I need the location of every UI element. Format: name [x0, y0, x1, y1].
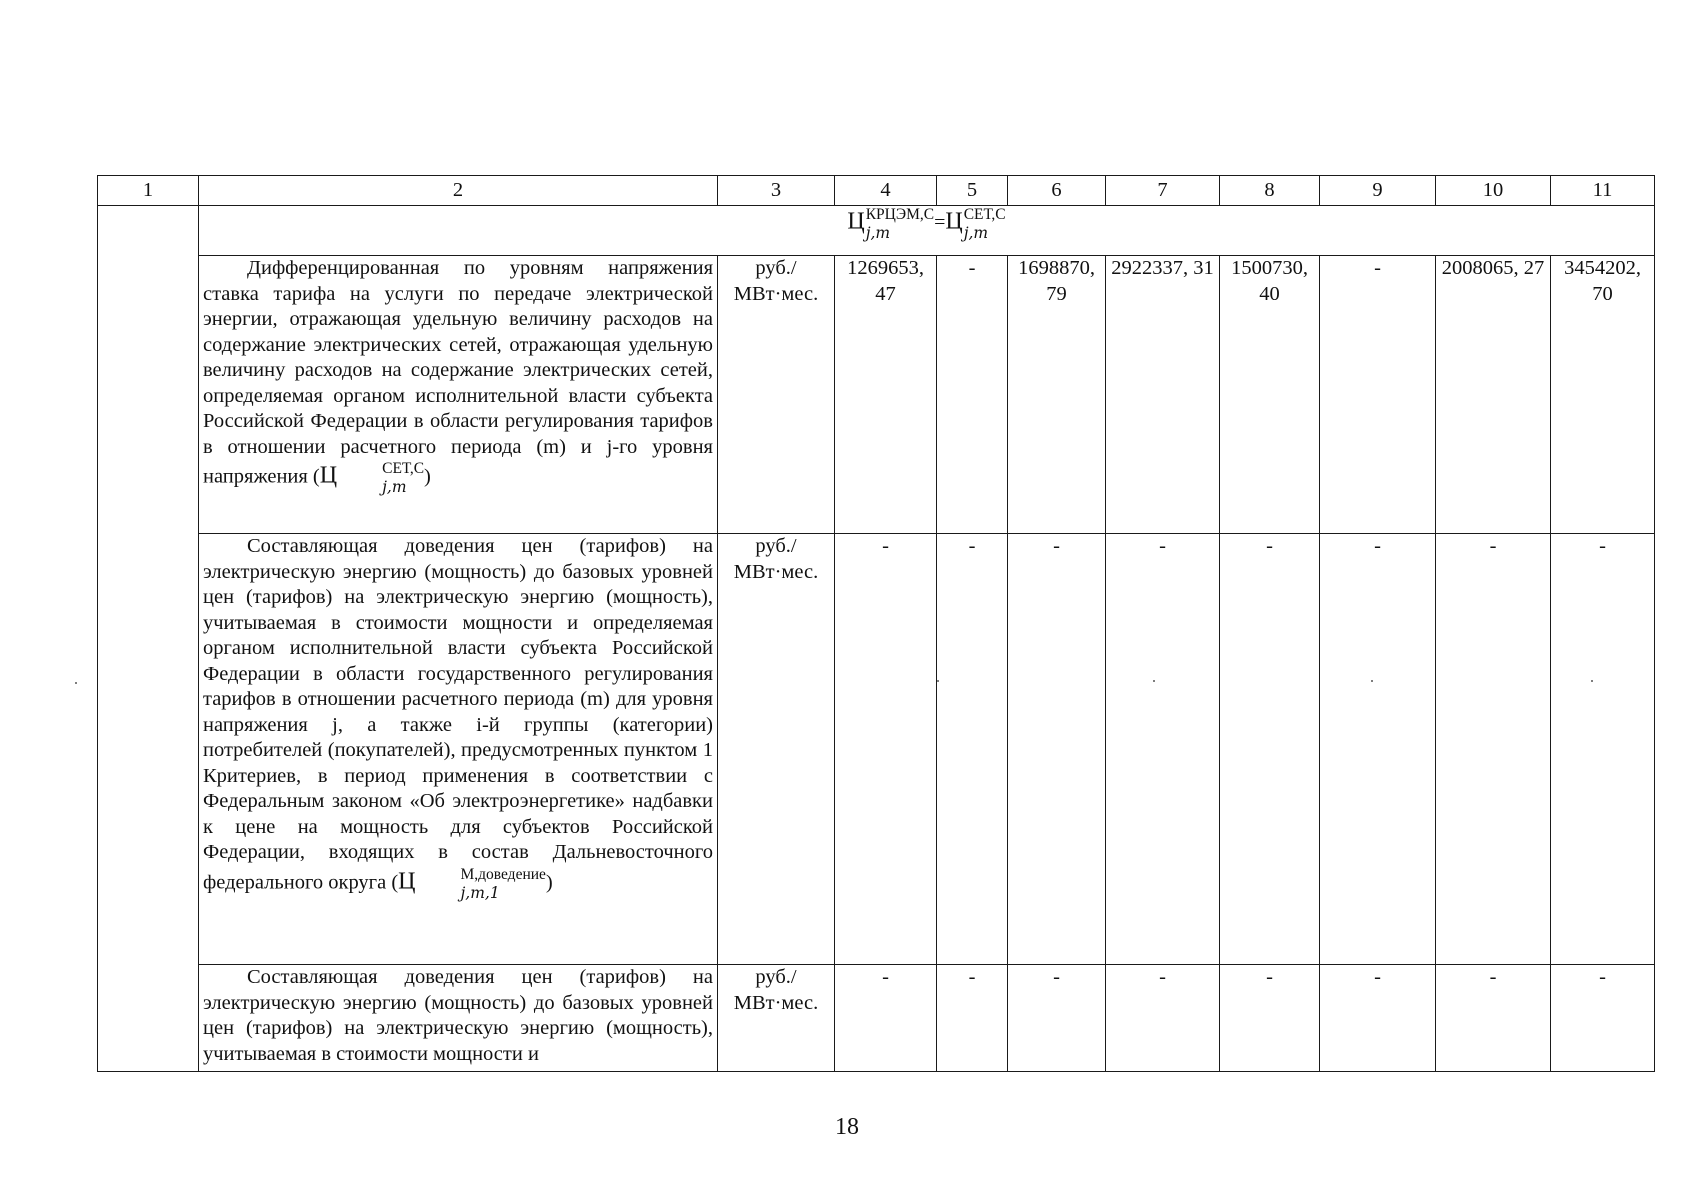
- formula-heading: Ц КРЦЭМ,C j,m =Ц СЕТ,C j,m: [199, 206, 1655, 256]
- table-row: [98, 534, 1655, 965]
- tariff-table: [97, 175, 1655, 1072]
- value-cell: -: [1106, 965, 1220, 1072]
- value-cell: 1269653, 47: [835, 256, 937, 534]
- column-number: 6: [1008, 176, 1106, 206]
- value-cell: -: [1436, 965, 1551, 1072]
- column-number: 2: [199, 176, 718, 206]
- first-column-cell: [98, 206, 199, 1072]
- value-cell: -: [1008, 965, 1106, 1072]
- column-number: 11: [1551, 176, 1655, 206]
- value-cell: -: [1551, 965, 1655, 1072]
- value-cell: 1698870, 79: [1008, 256, 1106, 534]
- value-cell: -: [1436, 534, 1551, 965]
- row-description: Составляющая доведения цен (тарифов) на электрическую энергию (мощность) до базовых уровней цен (тарифов) на электрическую энергию (мощность), учитываемая в стоимости мощности и: [199, 965, 718, 1072]
- table-row: [98, 965, 1655, 1072]
- scan-speck: [1153, 680, 1155, 682]
- column-number: 5: [937, 176, 1008, 206]
- value-cell: -: [937, 965, 1008, 1072]
- scan-speck: [1591, 680, 1593, 682]
- value-cell: -: [835, 965, 937, 1072]
- row-unit: руб./ МВт·мес.: [718, 534, 835, 965]
- value-cell: 2008065, 27: [1436, 256, 1551, 534]
- scan-speck: [75, 682, 77, 684]
- formula-row: [98, 206, 1655, 256]
- value-cell: 1500730, 40: [1220, 256, 1320, 534]
- value-cell: -: [1320, 256, 1436, 534]
- value-cell: 3454202, 70: [1551, 256, 1655, 534]
- column-number: 9: [1320, 176, 1436, 206]
- scan-speck: [937, 680, 939, 682]
- row-unit: руб./ МВт·мес.: [718, 965, 835, 1072]
- value-cell: -: [835, 534, 937, 965]
- value-cell: -: [1220, 534, 1320, 965]
- column-number: 1: [98, 176, 199, 206]
- value-cell: -: [1320, 534, 1436, 965]
- value-cell: -: [1106, 534, 1220, 965]
- value-cell: -: [937, 256, 1008, 534]
- row-description: Дифференцированная по уровням напряжения ставка тарифа на услуги по передаче электрической энергии, отражающая удельную величину расходов на содержание электрических сетей, отражающая удельную величину расходов на содержание электрических сетей, определяемая органом исполнительной власти субъекта Российской Федерации в области регулирования тарифов в отношении расчетного периода (m) и j-го уровня напряжения (Ц СЕТ,C j,m ): [199, 256, 718, 534]
- value-cell: -: [1320, 965, 1436, 1072]
- value-cell: -: [1220, 965, 1320, 1072]
- column-number: 8: [1220, 176, 1320, 206]
- value-cell: 2922337, 31: [1106, 256, 1220, 534]
- row-description: Составляющая доведения цен (тарифов) на электрическую энергию (мощность) до базовых уровней цен (тарифов) на электрическую энергию (мощность), учитываемая в стоимости мощности и определяемая органом исполнительной власти субъекта Российской Федерации в области государственного регулирования тарифов в отношении расчетного периода (m) для уровня напряжения j, а также i-й группы (категории) потребителей (покупателей), предусмотренных пунктом 1 Критериев, в период применения в соответствии с Федеральным законом «Об электроэнергетике» надбавки к цене на мощность для субъектов Российской Федерации, входящих в состав Дальневосточного федерального округа (Ц М,доведение j,m,1 ): [199, 534, 718, 965]
- value-cell: -: [937, 534, 1008, 965]
- value-cell: -: [1008, 534, 1106, 965]
- row-unit: руб./ МВт·мес.: [718, 256, 835, 534]
- column-number: 7: [1106, 176, 1220, 206]
- scan-speck: [1371, 680, 1373, 682]
- table-row: [98, 256, 1655, 534]
- value-cell: -: [1551, 534, 1655, 965]
- page-number: 18: [835, 1114, 859, 1140]
- column-number: 4: [835, 176, 937, 206]
- column-number: 10: [1436, 176, 1551, 206]
- column-number-row: [98, 176, 1655, 206]
- column-number: 3: [718, 176, 835, 206]
